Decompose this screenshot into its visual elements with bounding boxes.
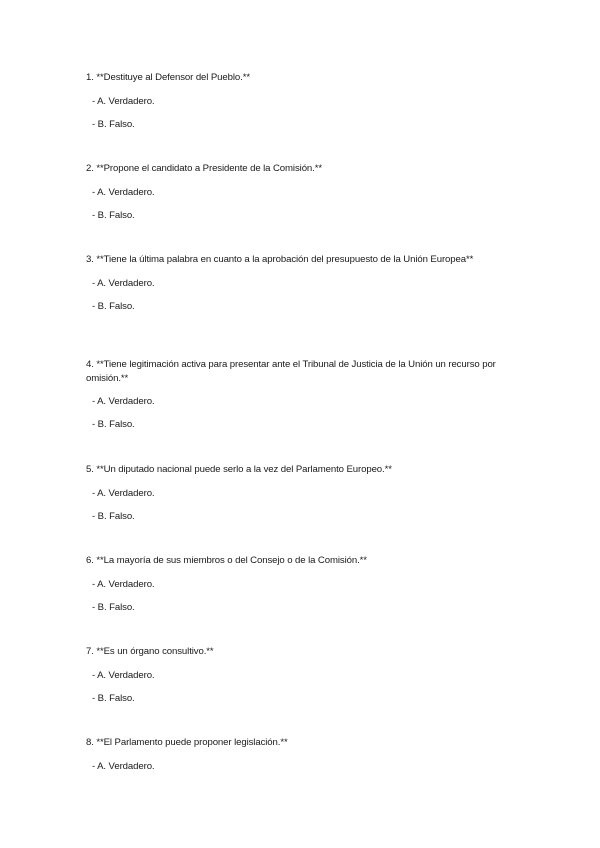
option-a: - A. Verdadero.	[92, 487, 155, 499]
option-b: - B. Falso.	[92, 209, 135, 221]
question-text: 1. **Destituye al Defensor del Pueblo.**	[86, 72, 250, 83]
question-text: 2. **Propone el candidato a Presidente de la Comisión.**	[86, 163, 322, 174]
option-b: - B. Falso.	[92, 118, 135, 130]
option-a: - A. Verdadero.	[92, 186, 155, 198]
option-a: - A. Verdadero.	[92, 760, 155, 772]
question-5	[86, 463, 526, 523]
question-6	[86, 554, 526, 614]
option-a: - A. Verdadero.	[92, 669, 155, 681]
question-7	[86, 645, 526, 705]
question-text: 8. **El Parlamento puede proponer legislación.**	[86, 737, 288, 748]
question-8	[86, 736, 526, 773]
question-2	[86, 162, 526, 222]
question-text: 4. **Tiene legitimación activa para presentar ante el Tribunal de Justicia de la Unión un recurso por omisión.**	[86, 359, 496, 384]
question-text: 7. **Es un órgano consultivo.**	[86, 646, 214, 657]
option-a: - A. Verdadero.	[92, 396, 155, 407]
option-b: - B. Falso.	[92, 510, 135, 522]
question-1	[86, 71, 526, 131]
option-a: - A. Verdadero.	[92, 277, 155, 289]
question-text: 6. **La mayoría de sus miembros o del Consejo o de la Comisión.**	[86, 555, 367, 566]
question-3	[86, 253, 526, 313]
question-text: 5. **Un diputado nacional puede serlo a la vez del Parlamento Europeo.**	[86, 464, 392, 475]
option-a: - A. Verdadero.	[92, 578, 155, 590]
option-b: - B. Falso.	[92, 300, 135, 312]
option-b: - B. Falso.	[92, 601, 135, 613]
question-text: 3. **Tiene la última palabra en cuanto a la aprobación del presupuesto de la Unión Europea**	[86, 254, 474, 265]
option-b: - B. Falso.	[92, 692, 135, 704]
option-b: - B. Falso.	[92, 419, 135, 430]
question-4	[86, 358, 526, 431]
option-a: - A. Verdadero.	[92, 95, 155, 107]
